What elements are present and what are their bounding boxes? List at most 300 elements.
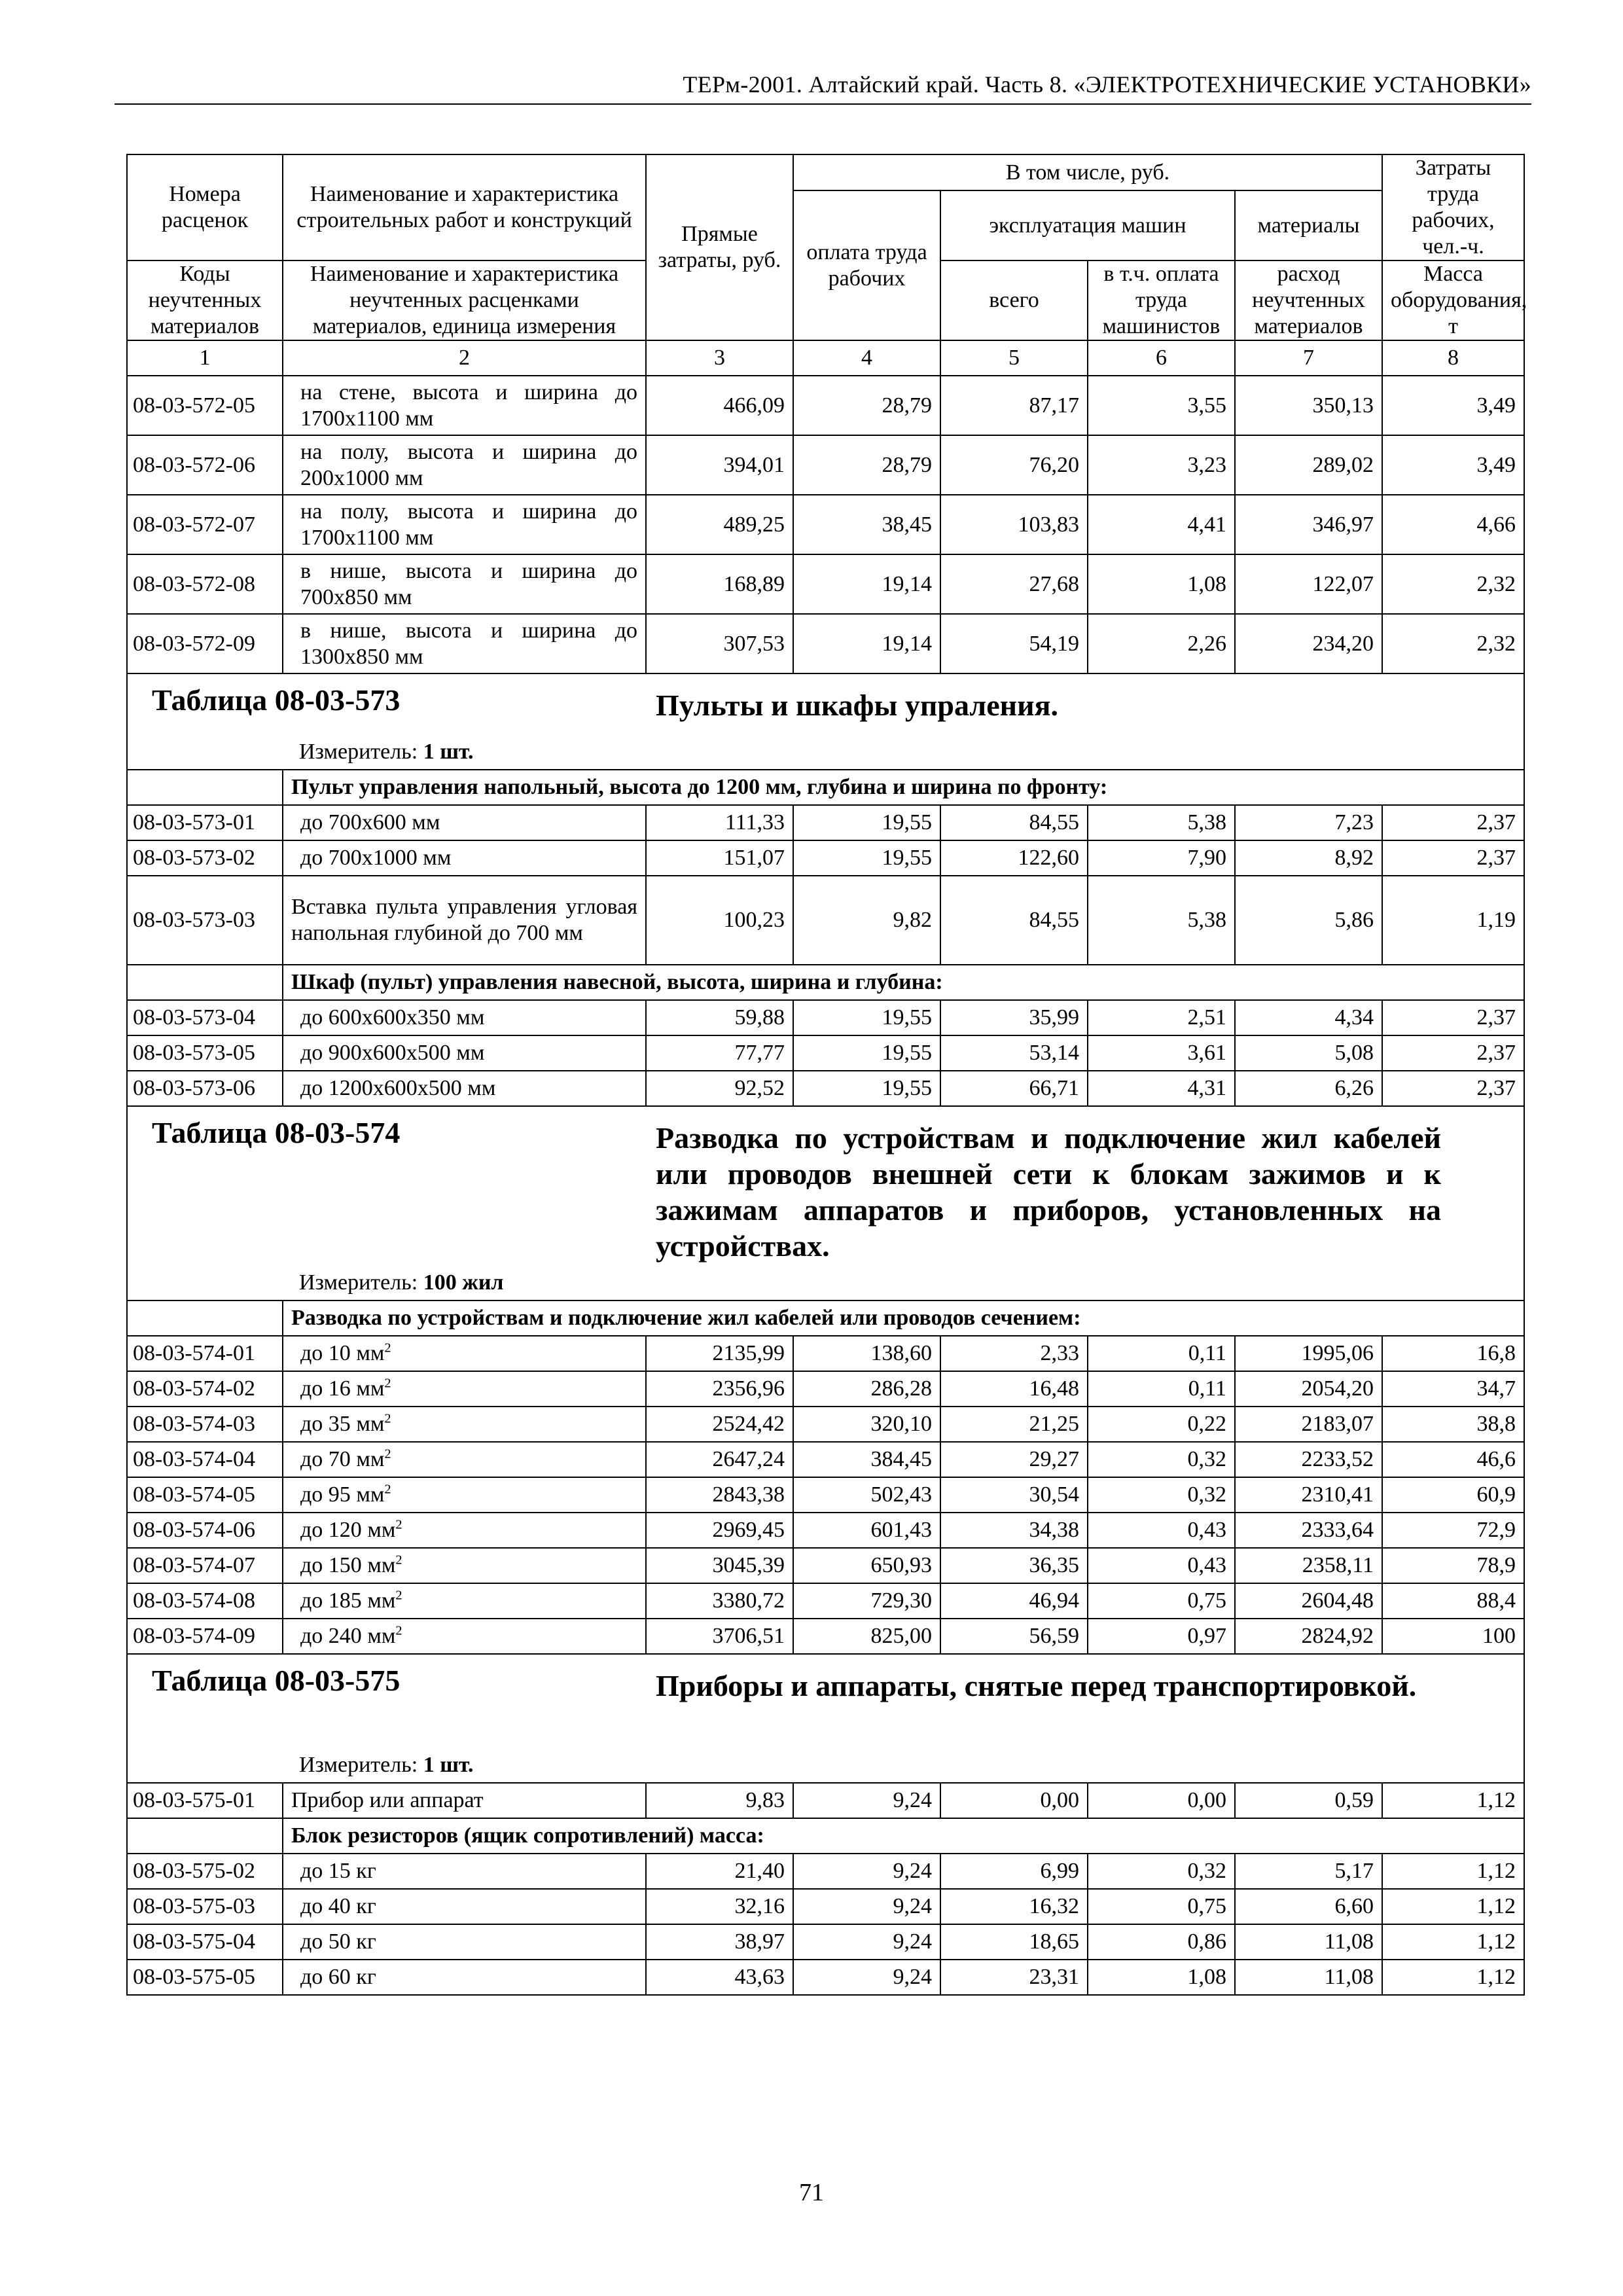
col-header-material-codes: Коды неучтенных материалов — [127, 260, 283, 340]
work-name-text: Вставка пульта управления угловая напольная глубиной до 700 мм — [291, 895, 637, 945]
machines-total-value: 122,60 — [940, 840, 1088, 876]
measure-value: 1 шт. — [423, 740, 474, 764]
labor-pay-value: 9,24 — [793, 1960, 940, 1995]
group-row — [127, 1300, 1524, 1336]
rate-code: 08-03-572-05 — [127, 376, 283, 435]
labor-pay-value: 729,30 — [793, 1583, 940, 1619]
machines-total-value: 46,94 — [940, 1583, 1088, 1619]
labor-pay-value: 38,45 — [793, 495, 940, 554]
last-column-value: 46,6 — [1382, 1442, 1524, 1477]
direct-cost-value: 2647,24 — [646, 1442, 793, 1477]
col-header-materials: материалы — [1235, 190, 1382, 260]
table-row — [127, 1336, 1524, 1371]
col-header-materials-unaccounted: расход неучтенных материалов — [1235, 260, 1382, 340]
machinists-pay-value: 2,26 — [1088, 614, 1235, 673]
direct-cost-value: 32,16 — [646, 1889, 793, 1924]
direct-cost-value: 3380,72 — [646, 1583, 793, 1619]
last-column-value: 1,12 — [1382, 1783, 1524, 1818]
table-number: Таблица 08-03-574 — [152, 1116, 401, 1149]
table-row — [127, 1442, 1524, 1477]
last-column-value: 1,12 — [1382, 1924, 1524, 1960]
machines-total-value: 54,19 — [940, 614, 1088, 673]
work-name-text: до 70 — [300, 1447, 351, 1471]
machinists-pay-value: 0,86 — [1088, 1924, 1235, 1960]
machines-total-value: 21,25 — [940, 1407, 1088, 1442]
materials-value: 0,59 — [1235, 1783, 1382, 1818]
group-row-empty-cell — [127, 1818, 283, 1854]
last-column-value: 2,37 — [1382, 840, 1524, 876]
labor-pay-value: 19,55 — [793, 1000, 940, 1035]
last-column-value: 34,7 — [1382, 1371, 1524, 1407]
materials-value: 6,26 — [1235, 1071, 1382, 1106]
machines-total-value: 30,54 — [940, 1477, 1088, 1513]
work-name-text: до 150 — [300, 1553, 362, 1577]
direct-cost-value: 21,40 — [646, 1854, 793, 1889]
machines-total-value: 23,31 — [940, 1960, 1088, 1995]
col-header-codes: Номера расценок — [127, 154, 283, 260]
table-title: Пульты и шкафы упраления. — [656, 689, 1059, 722]
work-name — [283, 876, 646, 965]
table-row — [127, 1960, 1524, 1995]
work-name-text: до 185 — [300, 1588, 362, 1613]
rate-code: 08-03-575-02 — [127, 1854, 283, 1889]
table-row — [127, 840, 1524, 876]
materials-value: 234,20 — [1235, 614, 1382, 673]
table-heading — [135, 1107, 1516, 1300]
measure-unit — [299, 1270, 504, 1296]
direct-cost-value: 9,83 — [646, 1783, 793, 1818]
price-table — [126, 154, 1525, 1996]
labor-pay-value: 19,55 — [793, 840, 940, 876]
table-heading — [135, 1655, 1516, 1782]
work-name-text: до 120 — [300, 1518, 362, 1542]
direct-cost-value: 2135,99 — [646, 1336, 793, 1371]
work-name — [283, 840, 646, 876]
group-row — [127, 1818, 1524, 1854]
column-index: 7 — [1235, 340, 1382, 376]
last-column-value: 1,19 — [1382, 876, 1524, 965]
col-header-work-name: Наименование и характеристика строительных работ и конструкций — [283, 154, 646, 260]
last-column-value: 3,49 — [1382, 435, 1524, 495]
materials-value: 2310,41 — [1235, 1477, 1382, 1513]
rate-code: 08-03-572-08 — [127, 554, 283, 614]
measure-label: Измеритель: — [299, 1753, 418, 1777]
col-header-machines-total: всего — [940, 260, 1088, 340]
work-name-text: до 700х600 мм — [300, 810, 440, 834]
machines-total-value: 66,71 — [940, 1071, 1088, 1106]
table-row — [127, 1783, 1524, 1818]
machinists-pay-value: 3,55 — [1088, 376, 1235, 435]
materials-value: 350,13 — [1235, 376, 1382, 435]
table-number: Таблица 08-03-575 — [152, 1664, 401, 1697]
machines-total-value: 34,38 — [940, 1513, 1088, 1548]
measure-value: 1 шт. — [423, 1753, 474, 1777]
rate-code: 08-03-575-03 — [127, 1889, 283, 1924]
unit-label: мм — [367, 1518, 396, 1542]
machines-total-value: 29,27 — [940, 1442, 1088, 1477]
materials-value: 2054,20 — [1235, 1371, 1382, 1407]
materials-value: 2358,11 — [1235, 1548, 1382, 1583]
work-name — [283, 1371, 646, 1407]
work-name — [283, 614, 646, 673]
table-row — [127, 435, 1524, 495]
unit-superscript: 2 — [384, 1411, 391, 1426]
materials-value: 5,17 — [1235, 1854, 1382, 1889]
materials-value: 11,08 — [1235, 1924, 1382, 1960]
table-heading-row — [127, 1106, 1524, 1300]
machinists-pay-value: 0,11 — [1088, 1371, 1235, 1407]
labor-pay-value: 19,14 — [793, 554, 940, 614]
last-column-value: 2,37 — [1382, 805, 1524, 840]
col-header-direct-costs: Прямые затраты, руб. — [646, 154, 793, 340]
machines-total-value: 16,48 — [940, 1371, 1088, 1407]
machines-total-value: 35,99 — [940, 1000, 1088, 1035]
table-row — [127, 614, 1524, 673]
unit-label: мм — [356, 1376, 385, 1401]
labor-pay-value: 825,00 — [793, 1619, 940, 1654]
machinists-pay-value: 1,08 — [1088, 1960, 1235, 1995]
direct-cost-value: 111,33 — [646, 805, 793, 840]
unit-superscript: 2 — [384, 1376, 391, 1391]
direct-cost-value: 38,97 — [646, 1924, 793, 1960]
last-column-value: 16,8 — [1382, 1336, 1524, 1371]
materials-value: 1995,06 — [1235, 1336, 1382, 1371]
materials-value: 2233,52 — [1235, 1442, 1382, 1477]
unit-label: мм — [356, 1341, 385, 1365]
machinists-pay-value: 0,32 — [1088, 1854, 1235, 1889]
col-header-machines: эксплуатация машин — [940, 190, 1235, 260]
measure-label: Измеритель: — [299, 740, 418, 764]
rate-code: 08-03-574-04 — [127, 1442, 283, 1477]
group-row — [127, 770, 1524, 805]
direct-cost-value: 2524,42 — [646, 1407, 793, 1442]
table-row — [127, 1407, 1524, 1442]
materials-value: 6,60 — [1235, 1889, 1382, 1924]
materials-value: 5,86 — [1235, 876, 1382, 965]
page-header-title: ТЕРм-2001. Алтайский край. Часть 8. «ЭЛЕКТРОТЕХНИЧЕСКИЕ УСТАНОВКИ» — [683, 71, 1531, 98]
group-heading: Пульт управления напольный, высота до 1200 мм, глубина и ширина по фронту: — [283, 770, 1524, 805]
table-heading-cell — [127, 1654, 1524, 1783]
machines-total-value: 2,33 — [940, 1336, 1088, 1371]
labor-pay-value: 28,79 — [793, 435, 940, 495]
work-name — [283, 554, 646, 614]
work-name-text: до 60 кг — [300, 1965, 376, 1989]
machinists-pay-value: 5,38 — [1088, 876, 1235, 965]
last-column-value: 4,66 — [1382, 495, 1524, 554]
materials-value: 2333,64 — [1235, 1513, 1382, 1548]
unit-label: мм — [367, 1588, 396, 1613]
direct-cost-value: 43,63 — [646, 1960, 793, 1995]
labor-pay-value: 9,24 — [793, 1783, 940, 1818]
materials-value: 4,34 — [1235, 1000, 1382, 1035]
work-name — [283, 1619, 646, 1654]
work-name — [283, 1000, 646, 1035]
materials-value: 346,97 — [1235, 495, 1382, 554]
last-column-value: 2,32 — [1382, 554, 1524, 614]
last-column-value: 1,12 — [1382, 1889, 1524, 1924]
machinists-pay-value: 1,08 — [1088, 554, 1235, 614]
machinists-pay-value: 0,11 — [1088, 1336, 1235, 1371]
group-row-empty-cell — [127, 965, 283, 1000]
rate-code: 08-03-572-07 — [127, 495, 283, 554]
materials-value: 8,92 — [1235, 840, 1382, 876]
direct-cost-value: 2843,38 — [646, 1477, 793, 1513]
col-header-labor-cost: Затраты труда рабочих, чел.-ч. — [1382, 154, 1524, 260]
measure-unit — [299, 739, 474, 765]
rate-code: 08-03-574-03 — [127, 1407, 283, 1442]
table-row — [127, 1371, 1524, 1407]
machinists-pay-value: 0,32 — [1088, 1477, 1235, 1513]
column-index: 8 — [1382, 340, 1524, 376]
work-name-text: Прибор или аппарат — [291, 1788, 484, 1812]
machinists-pay-value: 4,31 — [1088, 1071, 1235, 1106]
materials-value: 2824,92 — [1235, 1619, 1382, 1654]
rate-code: 08-03-574-07 — [127, 1548, 283, 1583]
column-index: 2 — [283, 340, 646, 376]
machinists-pay-value: 2,51 — [1088, 1000, 1235, 1035]
work-name-text: до 95 — [300, 1482, 351, 1507]
machinists-pay-value: 3,61 — [1088, 1035, 1235, 1071]
rate-code: 08-03-573-06 — [127, 1071, 283, 1106]
work-name — [283, 1071, 646, 1106]
work-name-text: до 40 кг — [300, 1894, 376, 1918]
measure-label: Измеритель: — [299, 1270, 418, 1295]
labor-pay-value: 19,14 — [793, 614, 940, 673]
last-column-value: 100 — [1382, 1619, 1524, 1654]
machines-total-value: 18,65 — [940, 1924, 1088, 1960]
machines-total-value: 87,17 — [940, 376, 1088, 435]
rate-code: 08-03-575-04 — [127, 1924, 283, 1960]
materials-value: 5,08 — [1235, 1035, 1382, 1071]
table-heading-row — [127, 1654, 1524, 1783]
materials-value: 7,23 — [1235, 805, 1382, 840]
materials-value: 122,07 — [1235, 554, 1382, 614]
group-heading: Шкаф (пульт) управления навесной, высота, ширина и глубина: — [283, 965, 1524, 1000]
machinists-pay-value: 0,00 — [1088, 1783, 1235, 1818]
materials-value: 289,02 — [1235, 435, 1382, 495]
rate-code: 08-03-572-06 — [127, 435, 283, 495]
last-column-value: 2,37 — [1382, 1035, 1524, 1071]
col-header-material-name: Наименование и характеристика неучтенных расценками материалов, единица измерения — [283, 260, 646, 340]
work-name-text: на стене, высота и ширина до 1700х1100 мм — [300, 380, 637, 431]
work-name — [283, 1035, 646, 1071]
header-rule — [115, 103, 1531, 105]
machinists-pay-value: 0,43 — [1088, 1513, 1235, 1548]
last-column-value: 1,12 — [1382, 1960, 1524, 1995]
last-column-value: 2,37 — [1382, 1000, 1524, 1035]
last-column-value: 38,8 — [1382, 1407, 1524, 1442]
work-name-text: до 900х600х500 мм — [300, 1041, 485, 1065]
last-column-value: 88,4 — [1382, 1583, 1524, 1619]
work-name — [283, 1924, 646, 1960]
last-column-value: 2,32 — [1382, 614, 1524, 673]
work-name — [283, 495, 646, 554]
materials-value: 2604,48 — [1235, 1583, 1382, 1619]
table-heading — [135, 674, 1516, 769]
materials-value: 11,08 — [1235, 1960, 1382, 1995]
work-name — [283, 1407, 646, 1442]
table-row — [127, 1924, 1524, 1960]
work-name — [283, 1548, 646, 1583]
labor-pay-value: 650,93 — [793, 1548, 940, 1583]
labor-pay-value: 19,55 — [793, 1035, 940, 1071]
rate-code: 08-03-573-02 — [127, 840, 283, 876]
table-heading-cell — [127, 1106, 1524, 1300]
table-heading-cell — [127, 673, 1524, 770]
col-header-including: В том числе, руб. — [793, 154, 1382, 190]
direct-cost-value: 489,25 — [646, 495, 793, 554]
table-row — [127, 1583, 1524, 1619]
labor-pay-value: 19,55 — [793, 805, 940, 840]
work-name-text: до 35 — [300, 1412, 351, 1436]
machinists-pay-value: 4,41 — [1088, 495, 1235, 554]
machines-total-value: 53,14 — [940, 1035, 1088, 1071]
col-header-machinists-pay: в т.ч. оплата труда машинистов — [1088, 260, 1235, 340]
labor-pay-value: 9,82 — [793, 876, 940, 965]
table-row — [127, 376, 1524, 435]
machinists-pay-value: 0,22 — [1088, 1407, 1235, 1442]
rate-code: 08-03-574-06 — [127, 1513, 283, 1548]
column-index: 4 — [793, 340, 940, 376]
direct-cost-value: 466,09 — [646, 376, 793, 435]
work-name — [283, 1783, 646, 1818]
table-heading-row — [127, 673, 1524, 770]
work-name — [283, 1336, 646, 1371]
work-name-text: на полу, высота и ширина до 200х1000 мм — [300, 439, 637, 490]
direct-cost-value: 3045,39 — [646, 1548, 793, 1583]
column-index-row — [127, 340, 1524, 376]
page-number: 71 — [799, 2179, 824, 2206]
direct-cost-value: 2969,45 — [646, 1513, 793, 1548]
last-column-value: 1,12 — [1382, 1854, 1524, 1889]
unit-superscript: 2 — [395, 1623, 402, 1638]
work-name — [283, 805, 646, 840]
unit-superscript: 2 — [395, 1552, 402, 1568]
work-name — [283, 1854, 646, 1889]
unit-superscript: 2 — [384, 1446, 391, 1462]
group-row-empty-cell — [127, 1300, 283, 1336]
work-name-text: до 1200х600х500 мм — [300, 1076, 496, 1100]
table-title: Разводка по устройствам и подключение жил кабелей или проводов внешней сети к блокам зажимов и к зажимам аппаратов и приборов, установленных на устройствах. — [656, 1121, 1441, 1263]
labor-pay-value: 9,24 — [793, 1854, 940, 1889]
table-row — [127, 1035, 1524, 1071]
last-column-value: 2,37 — [1382, 1071, 1524, 1106]
rate-code: 08-03-572-09 — [127, 614, 283, 673]
machines-total-value: 56,59 — [940, 1619, 1088, 1654]
rate-code: 08-03-574-08 — [127, 1583, 283, 1619]
rate-code: 08-03-573-04 — [127, 1000, 283, 1035]
rate-code: 08-03-575-01 — [127, 1783, 283, 1818]
column-index: 6 — [1088, 340, 1235, 376]
column-index: 3 — [646, 340, 793, 376]
direct-cost-value: 92,52 — [646, 1071, 793, 1106]
labor-pay-value: 502,43 — [793, 1477, 940, 1513]
rate-code: 08-03-574-09 — [127, 1619, 283, 1654]
machines-total-value: 103,83 — [940, 495, 1088, 554]
machinists-pay-value: 0,32 — [1088, 1442, 1235, 1477]
rate-code: 08-03-575-05 — [127, 1960, 283, 1995]
table-row — [127, 495, 1524, 554]
table-row — [127, 554, 1524, 614]
rate-code: 08-03-573-01 — [127, 805, 283, 840]
col-header-labor-pay: оплата труда рабочих — [793, 190, 940, 340]
direct-cost-value: 307,53 — [646, 614, 793, 673]
work-name — [283, 1513, 646, 1548]
labor-pay-value: 9,24 — [793, 1889, 940, 1924]
work-name-text: до 600х600х350 мм — [300, 1005, 485, 1030]
machines-total-value: 76,20 — [940, 435, 1088, 495]
machinists-pay-value: 7,90 — [1088, 840, 1235, 876]
work-name-text: на полу, высота и ширина до 1700х1100 мм — [300, 499, 637, 550]
rate-code: 08-03-574-02 — [127, 1371, 283, 1407]
machines-total-value: 36,35 — [940, 1548, 1088, 1583]
labor-pay-value: 28,79 — [793, 376, 940, 435]
rate-code: 08-03-574-05 — [127, 1477, 283, 1513]
unit-label: мм — [356, 1412, 385, 1436]
work-name-text: до 240 — [300, 1624, 362, 1648]
unit-label: мм — [356, 1482, 385, 1507]
column-index: 5 — [940, 340, 1088, 376]
labor-pay-value: 19,55 — [793, 1071, 940, 1106]
work-name — [283, 1889, 646, 1924]
last-column-value: 60,9 — [1382, 1477, 1524, 1513]
direct-cost-value: 168,89 — [646, 554, 793, 614]
table-row — [127, 1477, 1524, 1513]
unit-superscript: 2 — [384, 1482, 391, 1497]
unit-label: мм — [367, 1624, 396, 1648]
machines-total-value: 27,68 — [940, 554, 1088, 614]
rate-code: 08-03-573-05 — [127, 1035, 283, 1071]
direct-cost-value: 77,77 — [646, 1035, 793, 1071]
table-row — [127, 1619, 1524, 1654]
table-row — [127, 876, 1524, 965]
table-row — [127, 1000, 1524, 1035]
group-row — [127, 965, 1524, 1000]
col-header-equipment-mass: Масса оборудования, т — [1382, 260, 1524, 340]
work-name — [283, 1960, 646, 1995]
unit-superscript: 2 — [395, 1588, 402, 1603]
table-row — [127, 1854, 1524, 1889]
labor-pay-value: 138,60 — [793, 1336, 940, 1371]
machines-total-value: 0,00 — [940, 1783, 1088, 1818]
table-title: Приборы и аппараты, снятые перед транспортировкой. — [656, 1669, 1417, 1702]
work-name — [283, 1477, 646, 1513]
group-heading: Разводка по устройствам и подключение жил кабелей или проводов сечением: — [283, 1300, 1524, 1336]
labor-pay-value: 320,10 — [793, 1407, 940, 1442]
unit-label: мм — [367, 1553, 396, 1577]
table-row — [127, 805, 1524, 840]
table-row — [127, 1071, 1524, 1106]
column-index: 1 — [127, 340, 283, 376]
materials-value: 2183,07 — [1235, 1407, 1382, 1442]
machines-total-value: 84,55 — [940, 876, 1088, 965]
measure-unit — [299, 1752, 474, 1778]
labor-pay-value: 384,45 — [793, 1442, 940, 1477]
labor-pay-value: 286,28 — [793, 1371, 940, 1407]
table-row — [127, 1513, 1524, 1548]
unit-label: мм — [356, 1447, 385, 1471]
direct-cost-value: 3706,51 — [646, 1619, 793, 1654]
labor-pay-value: 601,43 — [793, 1513, 940, 1548]
machinists-pay-value: 0,75 — [1088, 1889, 1235, 1924]
rate-code: 08-03-574-01 — [127, 1336, 283, 1371]
work-name — [283, 1442, 646, 1477]
machinists-pay-value: 0,97 — [1088, 1619, 1235, 1654]
machinists-pay-value: 0,43 — [1088, 1548, 1235, 1583]
machinists-pay-value: 0,75 — [1088, 1583, 1235, 1619]
group-row-empty-cell — [127, 770, 283, 805]
work-name-text: в нише, высота и ширина до 1300х850 мм — [300, 618, 637, 669]
